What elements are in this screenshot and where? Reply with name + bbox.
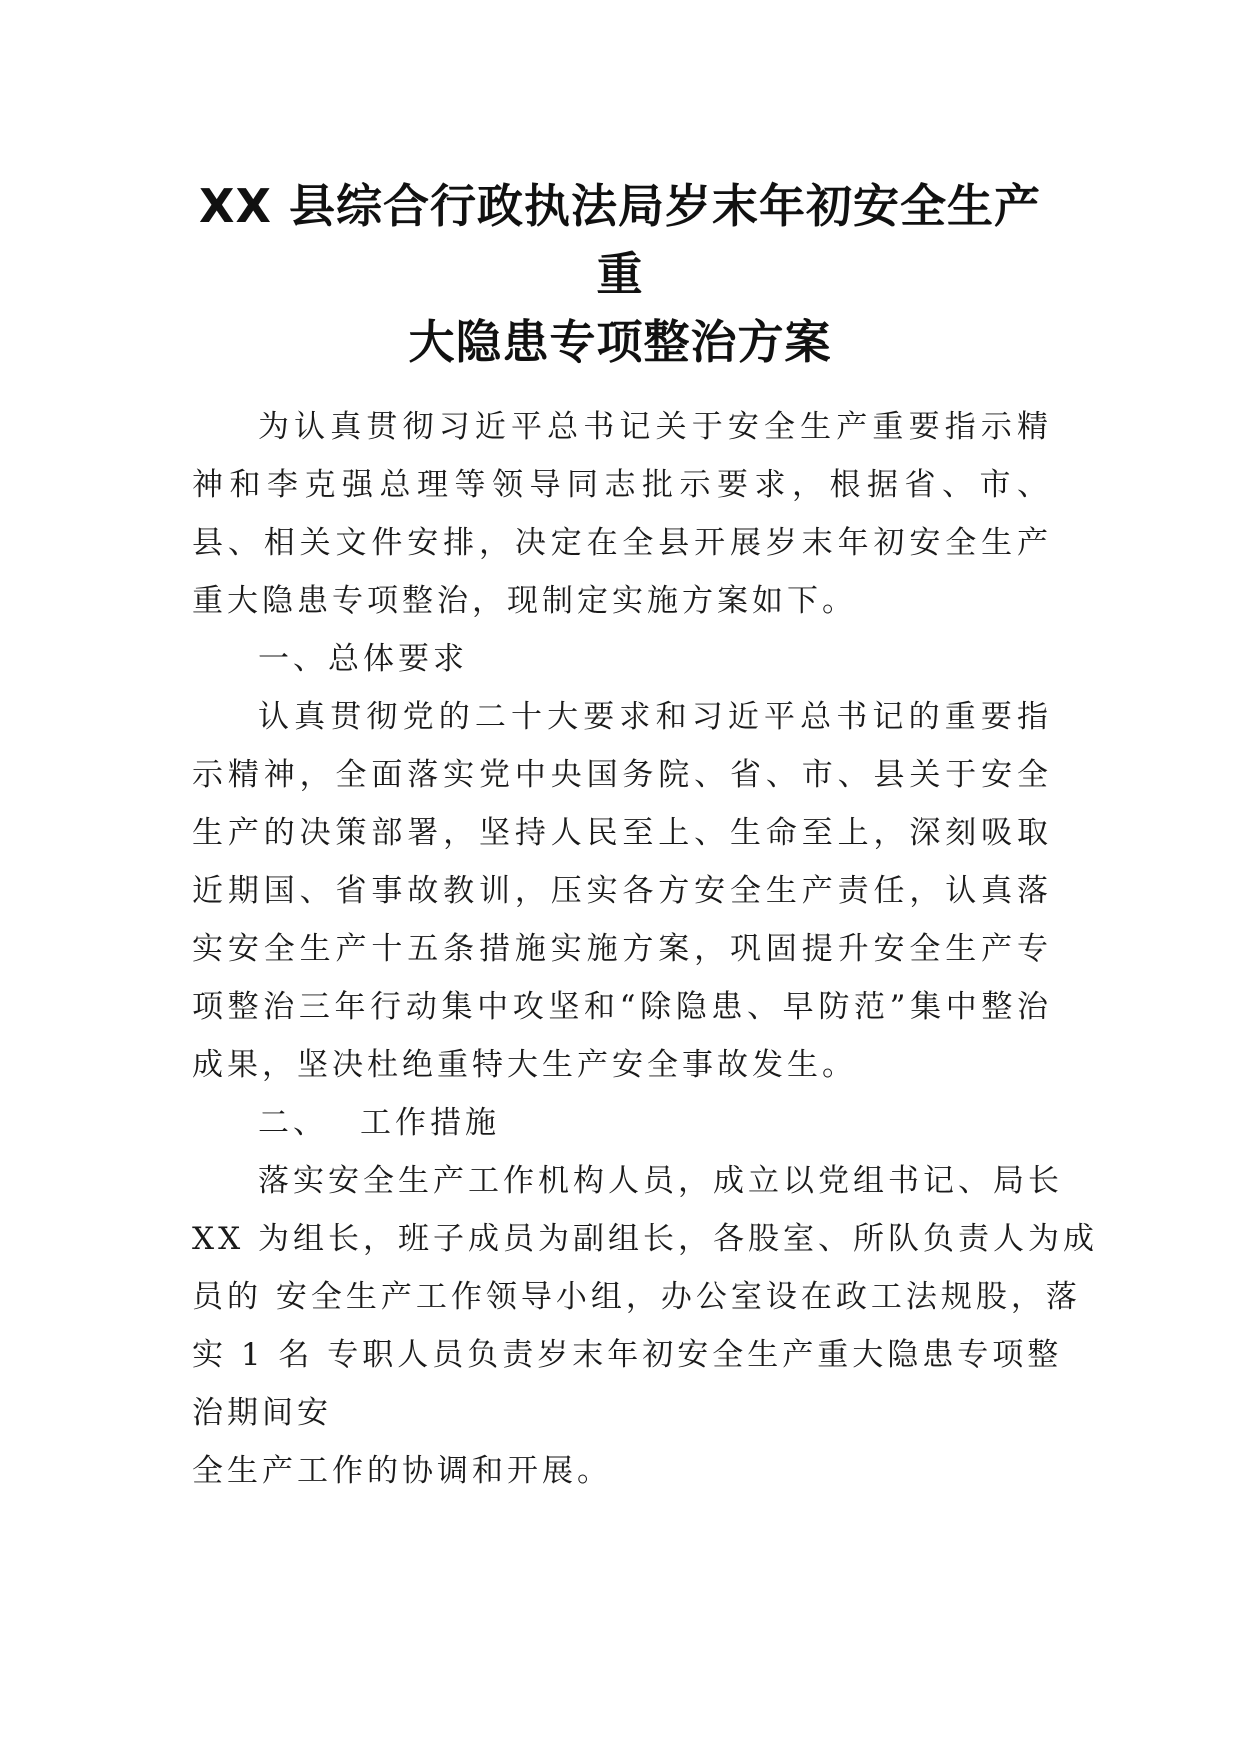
section-heading-1 — [192, 630, 1052, 688]
paragraph-line: 治期间安 — [192, 1395, 332, 1431]
paragraph-line: XX 为组长，班子成员为副组长，各股室、所队负责人为成 — [192, 1221, 1098, 1257]
title-line-2: 大隐患专项整治方案 — [408, 315, 832, 369]
paragraph-intro-text: 为认真贯彻习近平总书记关于安全生产重要指示精神和李克强总理等领导同志批示要求，根据省、市、县、相关文件安排，决定在全县开展岁末年初安全生产重大隐患专项整治，现制定实施方案如下。 — [192, 409, 1052, 619]
paragraph-line: 实 1 名 专职人员负责岁末年初安全生产重大隐患专项整 — [192, 1337, 1063, 1373]
section-heading-2-number: 二、 — [258, 1105, 328, 1141]
paragraph-intro — [192, 398, 1052, 630]
paragraph-line: 员的 安全生产工作领导小组，办公室设在政工法规股，落 — [192, 1279, 1081, 1315]
paragraph-general-requirements-text: 认真贯彻党的二十大要求和习近平总书记的重要指示精神，全面落实党中央国务院、省、市、县关于安全生产的决策部署，坚持人民至上、生命至上，深刻吸取近期国、省事故教训，压实各方安全生产责任，认真落实安全生产十五条措施实施方案，巩固提升安全生产专项整治三年行动集中攻坚和“除隐患、早防范”集中整治成果，坚决杜绝重特大生产安全事故发生。 — [192, 699, 1052, 1083]
title-line-1: XX 县综合行政执法局岁末年初安全生产重 — [199, 179, 1041, 301]
paragraph-general-requirements — [192, 688, 1052, 1094]
document-title — [190, 172, 1050, 376]
paragraph-work-measures — [192, 1152, 1098, 1500]
section-heading-2 — [192, 1094, 1052, 1152]
section-heading-2-text: 工作措施 — [360, 1105, 500, 1141]
paragraph-line: 落实安全生产工作机构人员，成立以党组书记、局长 — [258, 1163, 1063, 1199]
paragraph-line: 全生产工作的协调和开展。 — [192, 1453, 612, 1489]
section-heading-1-text: 一、总体要求 — [258, 641, 468, 677]
